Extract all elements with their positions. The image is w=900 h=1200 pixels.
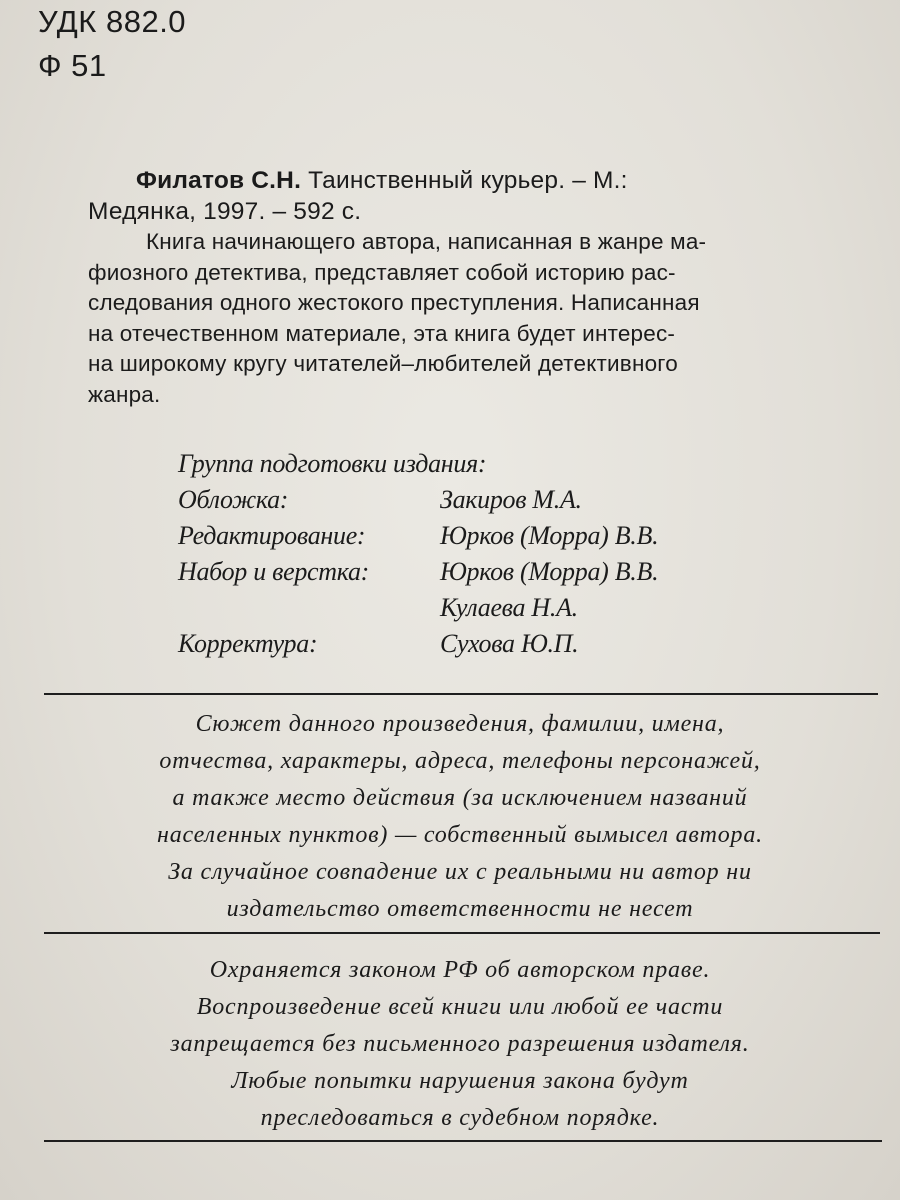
copyright-line: Воспроизведение всей книги или любой ее части bbox=[196, 994, 724, 1020]
disclaimer-line: издательство ответственности не несет bbox=[226, 896, 694, 922]
abstract-line: на отечественном материале, эта книга будет интерес- bbox=[88, 320, 676, 346]
library-code: Ф 51 bbox=[38, 48, 107, 83]
team-member: Сухова Ю.П. bbox=[440, 629, 579, 658]
team-role: Обложка: bbox=[178, 485, 289, 514]
abstract-line: жанра. bbox=[88, 381, 161, 407]
divider-line bbox=[44, 932, 880, 934]
team-heading: Группа подготовки издания: bbox=[178, 449, 487, 478]
copyright-line: Охраняется законом РФ об авторском праве. bbox=[209, 957, 711, 983]
fiction-disclaimer bbox=[40, 706, 880, 928]
divider-line bbox=[44, 693, 878, 695]
bibliographic-entry bbox=[88, 165, 828, 227]
book-title: Таинственный курьер. – М.: bbox=[301, 167, 628, 194]
production-team bbox=[178, 446, 658, 662]
team-member: Юрков (Морра) В.В. bbox=[440, 557, 659, 586]
abstract-line: следования одного жестокого преступления. Написанная bbox=[88, 290, 700, 316]
team-role: Корректура: bbox=[178, 629, 318, 658]
abstract-line: на широкому кругу читателей–любителей детективного bbox=[88, 351, 678, 377]
disclaimer-line: а также место действия (за исключением названий bbox=[172, 785, 748, 811]
divider-line bbox=[44, 1140, 882, 1142]
udk-code: УДК 882.0 bbox=[38, 4, 187, 39]
bibliographic-line-1 bbox=[88, 165, 828, 196]
team-member: Кулаева Н.А. bbox=[440, 593, 578, 622]
team-member: Юрков (Морра) В.В. bbox=[440, 521, 659, 550]
abstract bbox=[88, 227, 830, 411]
publisher-info: Медянка, 1997. – 592 с. bbox=[88, 198, 362, 225]
disclaimer-line: За случайное совпадение их с реальными ни автор ни bbox=[168, 859, 752, 885]
team-role: Набор и верстка: bbox=[178, 557, 370, 586]
team-row bbox=[178, 626, 658, 662]
team-role: Редактирование: bbox=[178, 521, 366, 550]
disclaimer-line: Сюжет данного произведения, фамилии, имена, bbox=[195, 711, 725, 737]
team-row bbox=[178, 482, 658, 518]
disclaimer-line: отчества, характеры, адреса, телефоны персонажей, bbox=[159, 748, 761, 774]
team-member: Закиров М.А. bbox=[440, 485, 582, 514]
team-row bbox=[178, 518, 658, 554]
team-row bbox=[178, 554, 658, 626]
copyright-line: запрещается без письменного разрешения издателя. bbox=[170, 1031, 750, 1057]
abstract-line: фиозного детектива, представляет собой историю рас- bbox=[88, 259, 676, 285]
copyright-notice bbox=[40, 952, 880, 1137]
copyright-line: преследоваться в судебном порядке. bbox=[260, 1105, 660, 1131]
abstract-line: Книга начинающего автора, написанная в жанре ма- bbox=[146, 229, 707, 254]
copyright-line: Любые попытки нарушения закона будут bbox=[231, 1068, 689, 1094]
disclaimer-line: населенных пунктов) — собственный вымысел автора. bbox=[157, 822, 763, 848]
author-name: Филатов С.Н. bbox=[136, 167, 302, 194]
